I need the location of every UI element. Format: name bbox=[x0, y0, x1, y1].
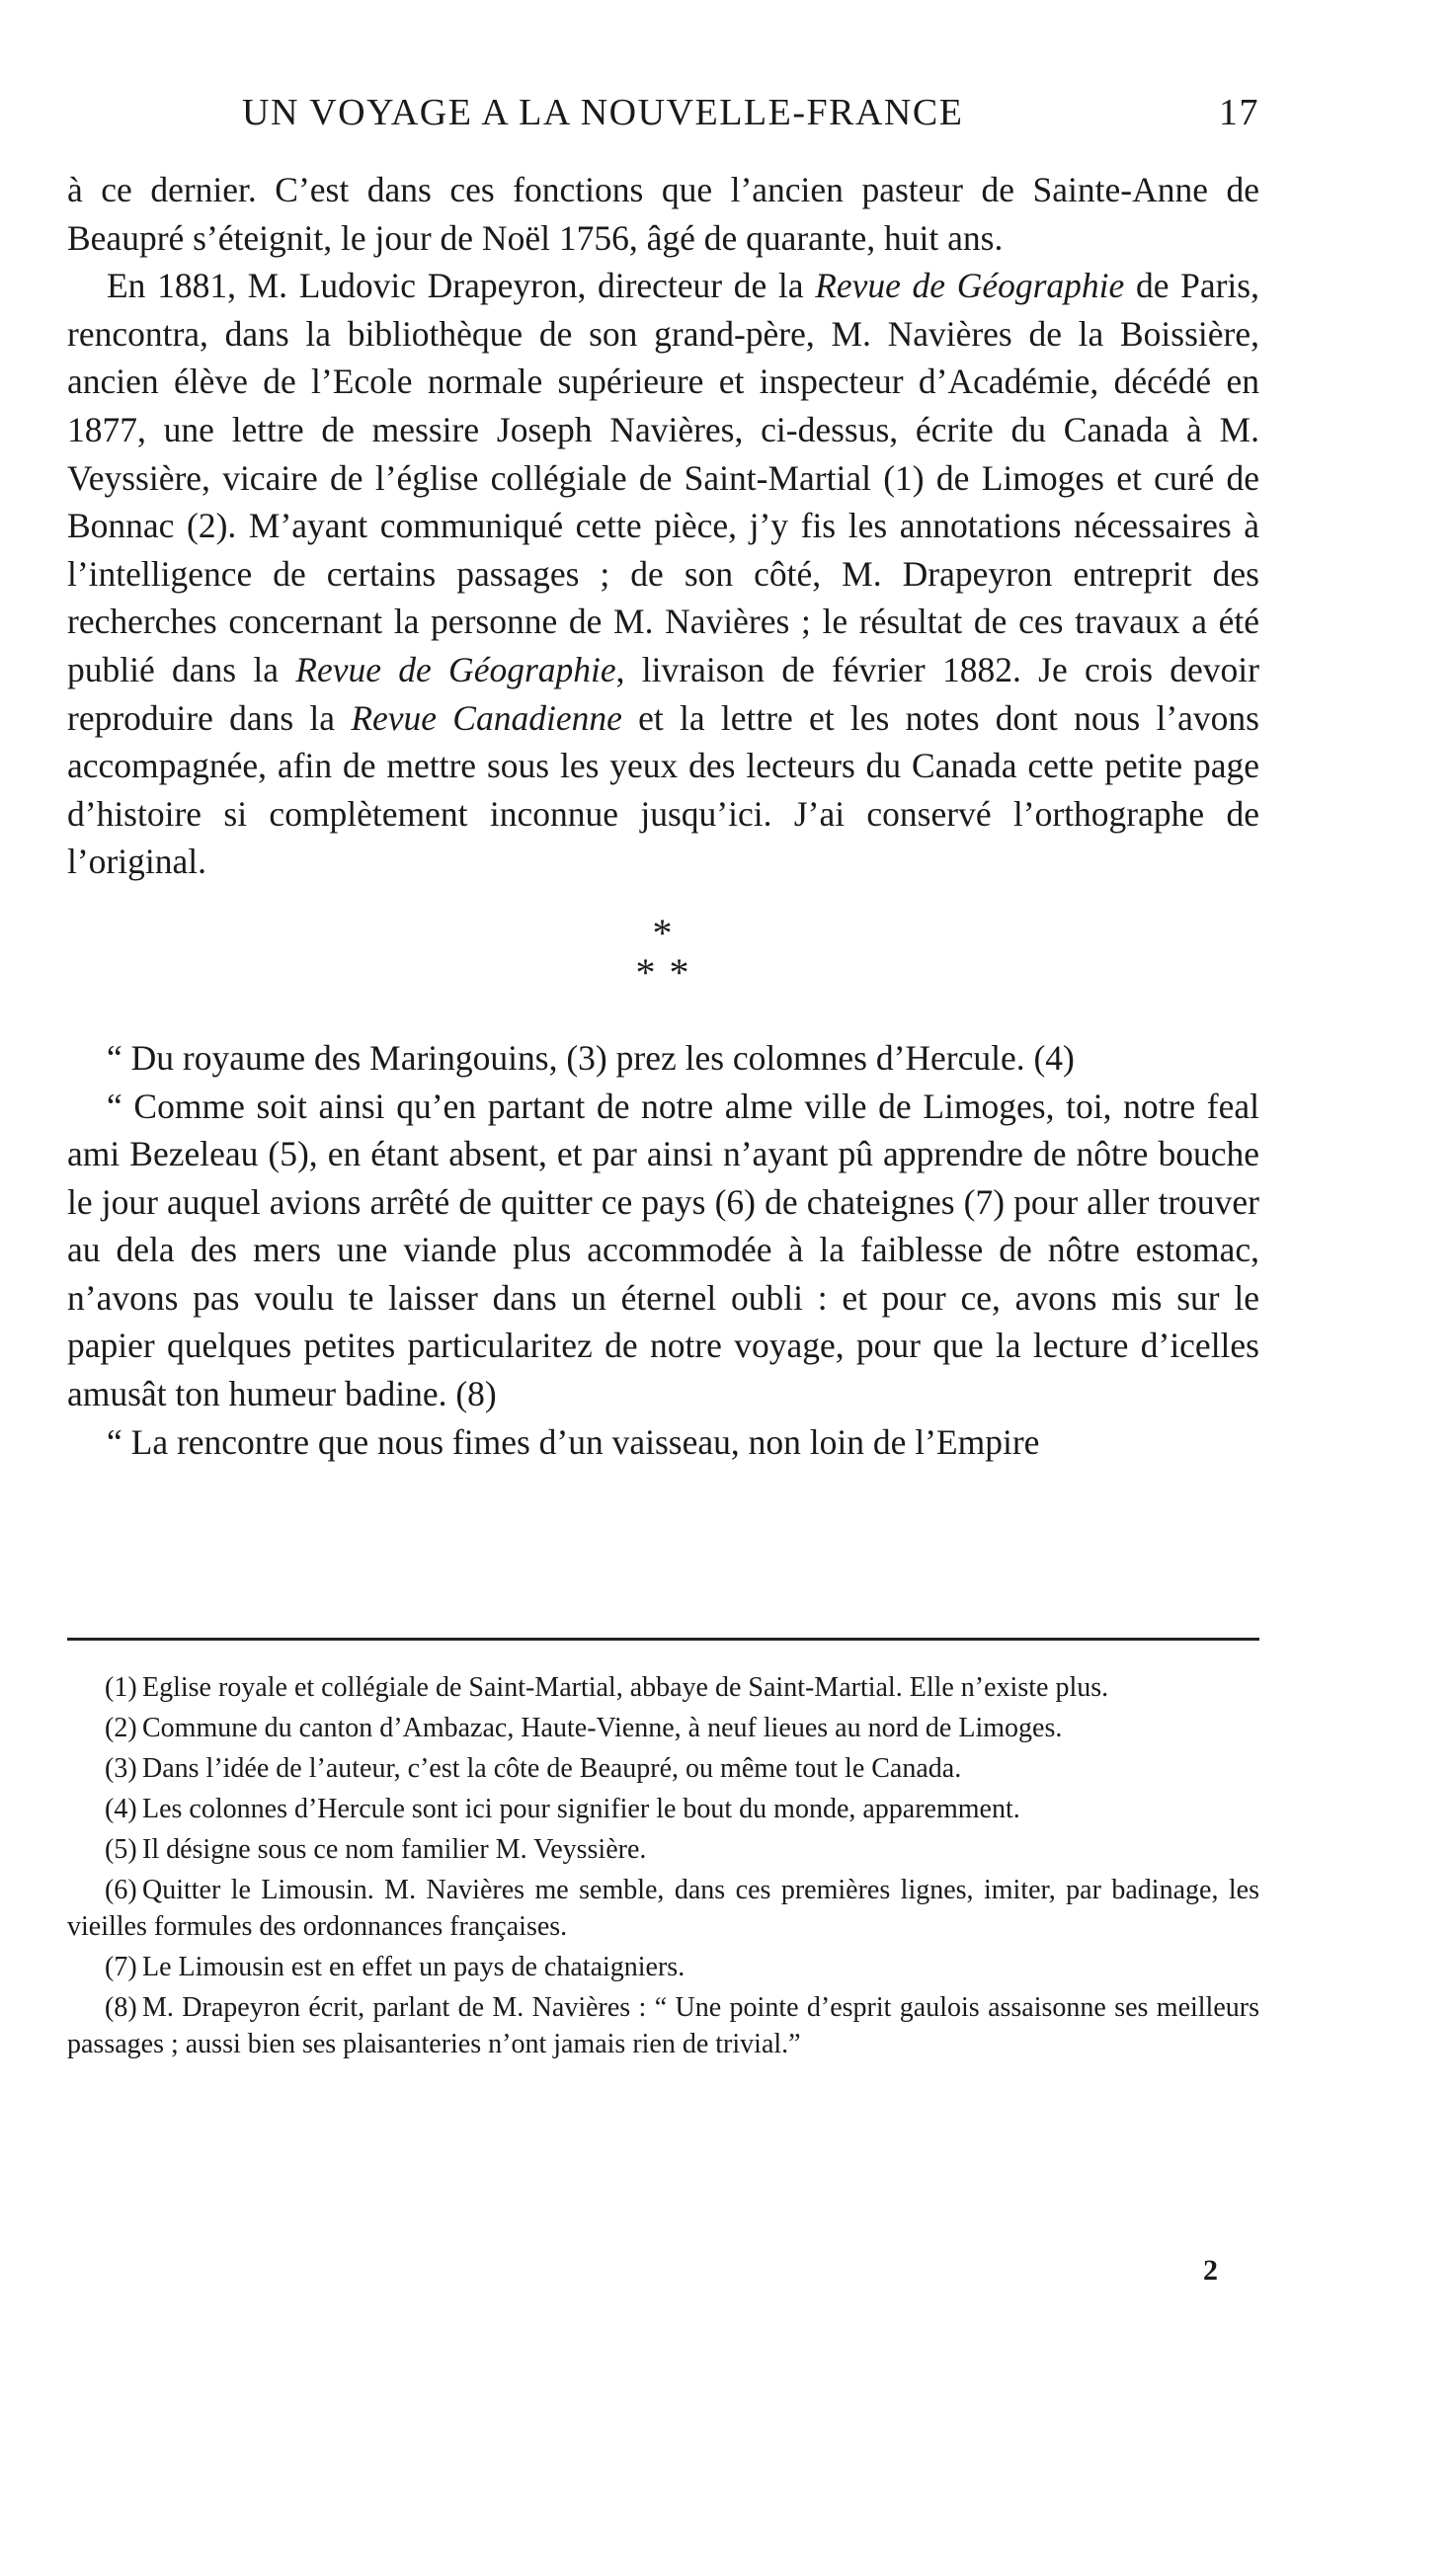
letter-paragraph-2: “ La rencontre que nous fimes d’un vaisseau, non loin de l’Empire bbox=[107, 1421, 1040, 1462]
asterism-bottom: * * bbox=[635, 949, 691, 995]
footnotes bbox=[67, 1669, 1259, 2066]
footnote-2 bbox=[67, 1710, 1259, 1746]
footnote-marker: (4) bbox=[105, 1794, 137, 1824]
italic-revue-de-geographie-1: Revue de Géographie bbox=[815, 266, 1125, 306]
page-number: 17 bbox=[1219, 92, 1259, 133]
footnote-1 bbox=[67, 1669, 1259, 1706]
italic-revue-canadienne: Revue Canadienne bbox=[351, 697, 622, 738]
footnote-text: M. Drapeyron écrit, parlant de M. Navières : “ Une pointe d’esprit gaulois assaisonne ses meilleurs passages ; aussi bien ses plaisanteries n’ont jamais rien de trivial.” bbox=[67, 1992, 1259, 2059]
footnote-marker: (1) bbox=[105, 1672, 137, 1703]
paragraph-1: à ce dernier. C’est dans ces fonctions que l’ancien pasteur de Sainte-Anne de Beaupré s’éteignit, le jour de Noël 1756, âgé de quarante, huit ans. bbox=[67, 170, 1259, 258]
footnote-text: Le Limousin est en effet un pays de chataigniers. bbox=[142, 1952, 686, 1982]
footnote-marker: (8) bbox=[105, 1992, 137, 2023]
main-text bbox=[67, 166, 1259, 1466]
asterism-top: * bbox=[652, 910, 675, 955]
footnote-6 bbox=[67, 1872, 1259, 1945]
paragraph-2-part-b: de Paris, rencontra, dans la bibliothèque de son grand-père, M. Navières de la Boissière, ancien élève de l’Ecole normale supérieure et inspecteur d’Académie, décédé en 1877, une lettre de messire Joseph Navières, ci-dessus, écrite du Canada à M. Veyssière, vicaire de l’église collégiale de Saint-Martial (1) de Limoges et curé de Bonnac (2). M’ayant communiqué cette pièce, j’y fis les annotations nécessaires à l’intelligence de certains passages ; de son côté, M. Drapeyron entreprit des recherches concernant la personne de M. Navières ; le résultat de ces travaux a été publié dans la bbox=[67, 266, 1259, 689]
footnote-text: Quitter le Limousin. M. Navières me semble, dans ces premières lignes, imiter, par badinage, les vieilles formules des ordonnances françaises. bbox=[67, 1875, 1259, 1942]
footnote-marker: (2) bbox=[105, 1713, 137, 1743]
footnote-text: Commune du canton d’Ambazac, Haute-Vienne, à neuf lieues au nord de Limoges. bbox=[142, 1713, 1063, 1743]
letter-paragraph-1: “ Comme soit ainsi qu’en partant de notre alme ville de Limoges, toi, notre feal ami Bezeleau (5), en étant absent, et par ainsi n’ayant pû apprendre de nôtre bouche le jour auquel avions arrêté de quitter ce pays (6) de chateignes (7) pour aller trouver au dela des mers une viande plus accommodée à la faiblesse de nôtre estomac, n’avons pas voulu te laisser dans un éternel oubli : et pour ce, avons mis sur le papier quelques petites particularitez de notre voyage, pour que la lecture d’icelles amusât ton humeur badine. (8) bbox=[67, 1086, 1259, 1414]
footnote-4 bbox=[67, 1791, 1259, 1827]
footnote-marker: (5) bbox=[105, 1834, 137, 1865]
footnote-text: Dans l’idée de l’auteur, c’est la côte de Beaupré, ou même tout le Canada. bbox=[142, 1753, 962, 1784]
footnote-marker: (3) bbox=[105, 1753, 137, 1784]
italic-revue-de-geographie-2: Revue de Géographie bbox=[295, 649, 616, 689]
footnote-divider bbox=[67, 1638, 1259, 1641]
asterism bbox=[67, 910, 1259, 995]
paragraph-2-part-c: , livraison de février 1882. Je crois devoir reproduire dans la bbox=[67, 649, 1259, 738]
footnote-text: Eglise royale et collégiale de Saint-Martial, abbaye de Saint-Martial. Elle n’existe plus. bbox=[142, 1672, 1109, 1703]
letter-heading: “ Du royaume des Maringouins, (3) prez les colomnes d’Hercule. (4) bbox=[107, 1037, 1075, 1078]
paragraph-2-part-a: En 1881, M. Ludovic Drapeyron, directeur de la bbox=[107, 266, 816, 306]
paragraph-2 bbox=[67, 262, 1259, 886]
running-head bbox=[242, 91, 1259, 140]
footnote-marker: (6) bbox=[105, 1875, 137, 1905]
footnote-7 bbox=[67, 1949, 1259, 1985]
footnote-5 bbox=[67, 1831, 1259, 1868]
footnote-text: Il désigne sous ce nom familier M. Veyssière. bbox=[142, 1834, 647, 1865]
signature-mark: 2 bbox=[1203, 2254, 1218, 2287]
running-title: UN VOYAGE A LA NOUVELLE-FRANCE bbox=[242, 92, 964, 133]
footnote-8 bbox=[67, 1989, 1259, 2062]
paragraph-2-part-d: et la lettre et les notes dont nous l’avons accompagnée, afin de mettre sous les yeux des lecteurs du Canada cette petite page d’histoire si complètement inconnue jusqu’ici. J’ai conservé l’orthographe de l’original. bbox=[67, 697, 1259, 882]
footnote-3 bbox=[67, 1750, 1259, 1787]
footnote-text: Les colonnes d’Hercule sont ici pour signifier le bout du monde, apparemment. bbox=[142, 1794, 1020, 1824]
footnote-marker: (7) bbox=[105, 1952, 137, 1982]
